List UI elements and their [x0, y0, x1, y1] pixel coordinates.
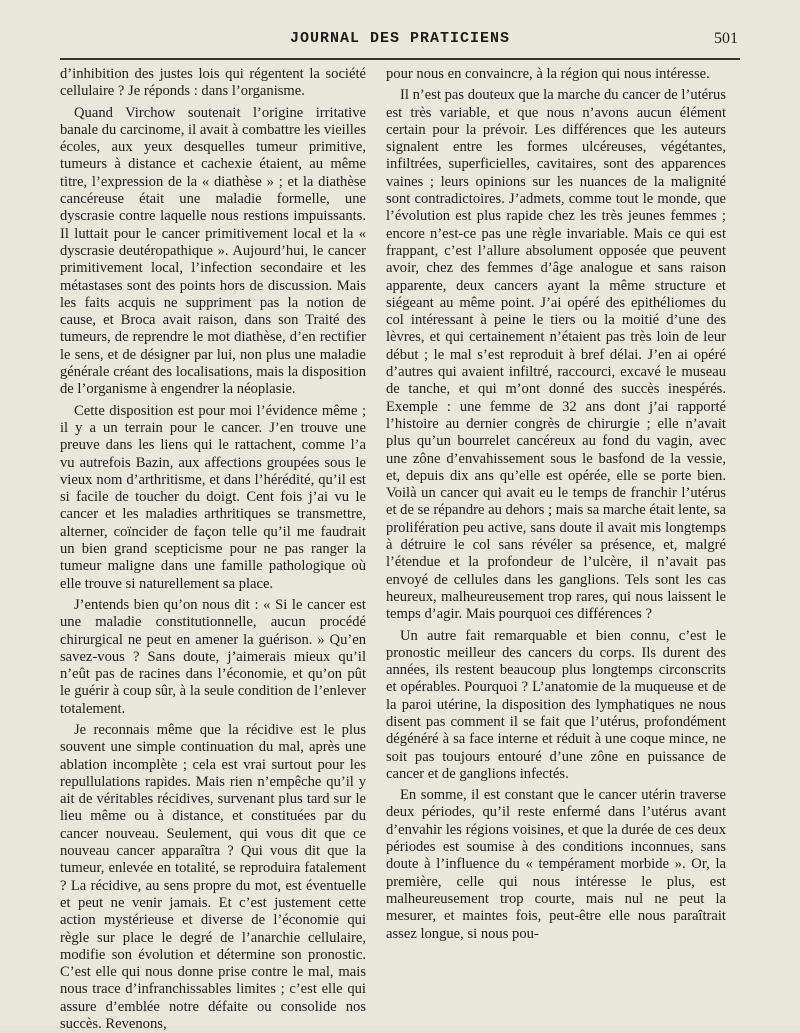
paragraph: Cette disposition est pour moi l’évidence même ; il y a un terrain pour le cancer. J’en trouve une preuve dans les liens qui le rattachent, comme l’a vu autrefois Bazin, aux affections groupées sous le vieux nom d’arthritisme, et dans l’hérédité, qu’il est si facile de toucher du doigt. Cent fois j’ai vu le cancer et les maladies arthritiques se transmettre, alterner, coïncider de façon telle qu’il me faudrait un bien grand scepticisme pour ne pas ranger la tumeur maligne dans une famille pathologique où elle trouve si naturellement sa place.: [60, 402, 366, 592]
paragraph: pour nous en convaincre, à la région qui nous intéresse.: [386, 66, 710, 82]
paragraph: d’inhibition des justes lois qui régentent la société cellulaire ? Je réponds : dans l’organisme.: [60, 66, 366, 100]
journal-title: JOURNAL DES PRATICIENS: [289, 30, 511, 47]
paragraph: Il n’est pas douteux que la marche du cancer de l’utérus est très variable, et que nous n’avons aucun élément certain pour la prévoir. Les différences que les auteurs signalent entre les formes ulcéreuses, végétantes, infiltrées, superficielles, cavitaires, sont des apparences vaines ; leurs opinions sur les nuances de la malignité sont contradictoires. J’admets, comme tout le monde, que l’évolution est plus rapide chez les très jeunes femmes ; encore n’est-ce pas une règle invariable. Mais ce qui est frappant, c’est l’allure absolument opposée que peuvent avoir, chez des femmes d’âge analogue et sans raison apparente, deux cancers ayant la même structure et siégeant au même point. J’ai opéré des epithéliomes du col intéressant à peine le tiers ou la moitié d’une des lèvres, et qui certainement n’étaient pas très loin de leur début ; le mal s’est reproduit à bref délai. J’en ai opéré d’autres qui avaient infiltré, raccourci, excavé le museau de tanche, et qui m’ont donné des succès inespérés. Exemple : une femme de 32 ans dont j’ai rapporté l’histoire au dernier congrès de chirurgie ; elle n’avait plus qu’un bourrelet cancéreux au fond du vagin, avec une zône d’envahissement sous le basfond de la vessie, et, depuis dix ans qu’elle est opérée, elle se porte bien. Voilà un cancer qui avait eu le temps de franchir l’utérus et de se répandre au dehors ; mais sa marche était lente, sa prolifération peu active, sans doute il avait mis longtemps à détruire le col sans révéler sa présence, et, malgré l’étendue et la profondeur de l’ulcère, il n’avait pas envoyé de cellules dans les ganglions. Tels sont les cas heureux, malheureusement trop rares, qui nous laissent le temps d’agir. Mais pourquoi ces différences ?: [386, 87, 726, 623]
right-column: [386, 66, 726, 943]
paragraph: Je reconnais même que la récidive est le plus souvent une simple continuation du mal, après une ablation incomplète ; cela est vrai surtout pour les repullulations rapides. Mais rien n’empêche qu’il y ait de véritables récidives, survenant plus tard sur le lieu même ou à distance, et constituées par du cancer nouveau. Seulement, qui vous dit que ce nouveau cancer apparaîtra ? Qui vous dit que la tumeur, enlevée en totalité, se reproduira fatalement ? La récidive, au sens propre du mot, est éventuelle et peut ne venir jamais. Et c’est justement cette action mystérieuse et diverse de l’économie qui règle sur place le degré de l’anarchie cellulaire, modifie son évolution et détermine son pronostic. C’est elle qui nous donne prise contre le mal, mais nous trace d’infranchissables limites ; c’est elle qui assure d’emblée notre défaite ou consolide nos succès. Revenons,: [60, 721, 366, 1033]
paragraph: En somme, il est constant que le cancer utérin traverse deux périodes, qu’il reste enfermé dans l’utérus avant d’envahir les régions voisines, et que la durée de ces deux périodes est soumise à des conditions inconnues, sans doute à l’influence du « tempérament morbide ». Or, la première, celle qui nous intéresse le plus, est malheureusement trop courte, mais nul ne peut la mesurer, et maintes fois, peut-être elle nous paraîtrait assez longue, si nous pou-: [386, 787, 726, 942]
paragraph: Quand Virchow soutenait l’origine irritative banale du carcinome, il avait à combattre les vieilles écoles, aux yeux desquelles tumeur primitive, tumeurs à distance et cachexie étaient, au même titre, l’expression de la « diathèse » ; et la diathèse cancéreuse était une maladie formelle, une dyscrasie contre laquelle nous restions impuissants. Il luttait pour le cancer primitivement local et la « dyscrasie deutéropathique ». Aujourd’hui, le cancer primitivement local, l’infection secondaire et les métastases sont des points hors de discussion. Mais les faits acquis ne suppriment pas la notion de cause, et Broca avait raison, dans son Traité des tumeurs, de reprendre le mot diathèse, d’en rectifier le sens, et de désigner par lui, non plus une maladie générale créant des localisations, mais la disposition de l’organisme à engendrer la néoplasie.: [60, 104, 366, 398]
paragraph: Un autre fait remarquable et bien connu, c’est le pronostic meilleur des cancers du corps. Ils durent des années, ils restent beaucoup plus longtemps circonscrits et opérables. Pourquoi ? L’anatomie de la muqueuse et de la paroi utérine, la disposition des lymphatiques ne nous disent pas comment il se fait que l’utérus, profondément dégénéré à sa face interne et réduit à une coque mince, ne soit pas toujours entouré d’une zône en puissance de cancer et de ganglions infectés.: [386, 627, 726, 782]
paragraph: J’entends bien qu’on nous dit : « Si le cancer est une maladie constitutionnelle, aucun procédé chirurgical ne peut en amener la guérison. » Qu’en savez-vous ? Sans doute, j’aimerais mieux qu’il n’eût pas de racines dans l’économie, et qu’on pût le guérir à coup sûr, à la seule condition de l’enlever totalement.: [60, 596, 366, 717]
left-column: [60, 66, 366, 1033]
page-number: 501: [714, 30, 738, 47]
running-header: [60, 28, 740, 60]
